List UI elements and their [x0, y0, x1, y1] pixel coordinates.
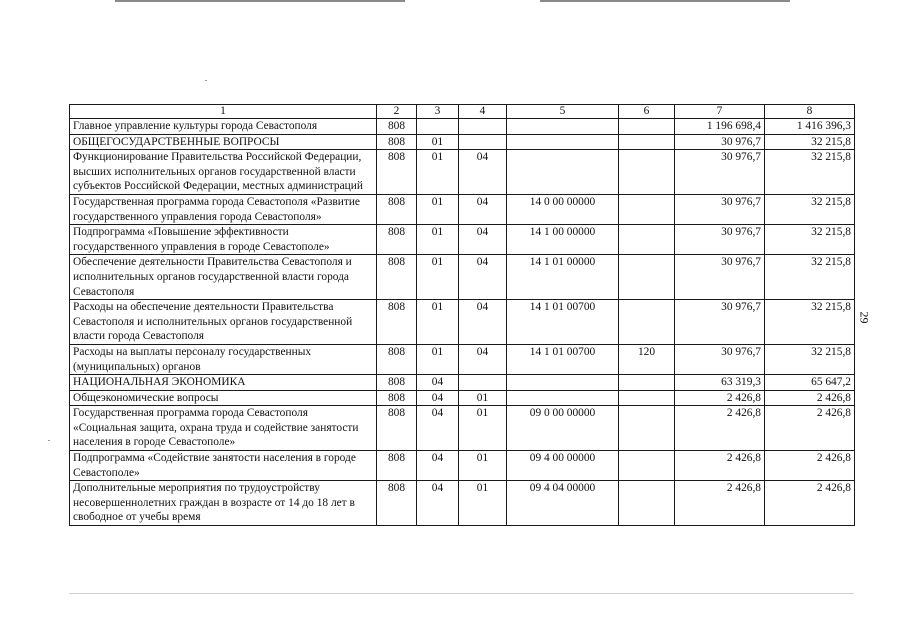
- column-header: 3: [417, 105, 459, 119]
- cell-amount-col7: 1 196 698,4: [675, 119, 765, 135]
- table-row: [70, 390, 855, 406]
- cell-subsection-code: [459, 119, 507, 135]
- cell-amount-col8: 32 215,8: [765, 255, 855, 300]
- cell-amount-col8: 65 647,2: [765, 375, 855, 391]
- cell-amount-col7: 30 976,7: [675, 194, 765, 224]
- cell-subsection-code: 04: [459, 194, 507, 224]
- row-name: Дополнительные мероприятия по трудоустройству несовершеннолетних граждан в возрасте от 14 до 18 лет в свободное от учебы время: [70, 481, 377, 526]
- table-row: [70, 344, 855, 374]
- cell-expense-type: [619, 390, 675, 406]
- cell-expense-type: [619, 134, 675, 150]
- cell-amount-col7: 30 976,7: [675, 344, 765, 374]
- column-header: 8: [765, 105, 855, 119]
- cell-section-code: 04: [417, 481, 459, 526]
- cell-amount-col7: 30 976,7: [675, 300, 765, 345]
- row-name: Общеэкономические вопросы: [70, 390, 377, 406]
- table-row: [70, 134, 855, 150]
- row-name: Подпрограмма «Повышение эффективности государственного управления в городе Севастополе»: [70, 225, 377, 255]
- table-row: [70, 481, 855, 526]
- row-name: Главное управление культуры города Севастополя: [70, 119, 377, 135]
- cell-amount-col7: 2 426,8: [675, 390, 765, 406]
- cell-subsection-code: [459, 375, 507, 391]
- row-name: ОБЩЕГОСУДАРСТВЕННЫЕ ВОПРОСЫ: [70, 134, 377, 150]
- cell-expense-type: [619, 406, 675, 451]
- row-name: Обеспечение деятельности Правительства Севастополя и исполнительных органов государственной власти города Севастополя: [70, 255, 377, 300]
- cell-subsection-code: 04: [459, 300, 507, 345]
- scan-edge-line: [115, 0, 405, 2]
- column-header: 7: [675, 105, 765, 119]
- table-row: [70, 375, 855, 391]
- cell-section-code: 04: [417, 451, 459, 481]
- cell-subsection-code: 01: [459, 481, 507, 526]
- cell-amount-col8: 32 215,8: [765, 300, 855, 345]
- cell-section-code: 01: [417, 194, 459, 224]
- cell-section-code: 01: [417, 134, 459, 150]
- table-row: [70, 300, 855, 345]
- cell-expense-type: [619, 481, 675, 526]
- cell-section-code: 04: [417, 375, 459, 391]
- cell-target-article: [507, 390, 619, 406]
- cell-subsection-code: 04: [459, 255, 507, 300]
- cell-subsection-code: [459, 134, 507, 150]
- page-number: 29: [857, 311, 872, 324]
- cell-ministry-code: 808: [377, 481, 417, 526]
- cell-subsection-code: 04: [459, 150, 507, 195]
- cell-target-article: [507, 375, 619, 391]
- cell-section-code: 01: [417, 300, 459, 345]
- cell-amount-col8: 2 426,8: [765, 406, 855, 451]
- cell-ministry-code: 808: [377, 300, 417, 345]
- column-header: 6: [619, 105, 675, 119]
- cell-amount-col7: 30 976,7: [675, 134, 765, 150]
- cell-expense-type: [619, 375, 675, 391]
- budget-table: [69, 104, 855, 526]
- row-name: Расходы на выплаты персоналу государственных (муниципальных) органов: [70, 344, 377, 374]
- cell-target-article: 09 4 04 00000: [507, 481, 619, 526]
- table-row: [70, 119, 855, 135]
- column-header: 1: [70, 105, 377, 119]
- cell-amount-col8: 32 215,8: [765, 194, 855, 224]
- cell-target-article: 14 1 01 00700: [507, 300, 619, 345]
- cell-amount-col7: 2 426,8: [675, 406, 765, 451]
- cell-amount-col7: 2 426,8: [675, 451, 765, 481]
- cell-amount-col8: 32 215,8: [765, 134, 855, 150]
- cell-amount-col8: 2 426,8: [765, 451, 855, 481]
- cell-target-article: 14 1 00 00000: [507, 225, 619, 255]
- table-row: [70, 194, 855, 224]
- column-header: 5: [507, 105, 619, 119]
- cell-ministry-code: 808: [377, 255, 417, 300]
- row-name: Расходы на обеспечение деятельности Правительства Севастополя и исполнительных органов государственной власти города Севастополя: [70, 300, 377, 345]
- cell-amount-col8: 32 215,8: [765, 225, 855, 255]
- cell-section-code: 01: [417, 150, 459, 195]
- cell-ministry-code: 808: [377, 194, 417, 224]
- cell-section-code: 04: [417, 406, 459, 451]
- cell-target-article: [507, 119, 619, 135]
- cell-target-article: 09 0 00 00000: [507, 406, 619, 451]
- cell-amount-col8: 32 215,8: [765, 150, 855, 195]
- cell-target-article: [507, 134, 619, 150]
- cell-section-code: 04: [417, 390, 459, 406]
- cell-subsection-code: 01: [459, 406, 507, 451]
- cell-expense-type: [619, 451, 675, 481]
- scan-speck: [205, 80, 207, 81]
- cell-expense-type: [619, 225, 675, 255]
- cell-amount-col7: 30 976,7: [675, 255, 765, 300]
- table-row: [70, 255, 855, 300]
- cell-amount-col7: 30 976,7: [675, 150, 765, 195]
- cell-expense-type: [619, 300, 675, 345]
- cell-amount-col8: 1 416 396,3: [765, 119, 855, 135]
- cell-expense-type: [619, 255, 675, 300]
- cell-expense-type: [619, 150, 675, 195]
- row-name: Государственная программа города Севастополя «Социальная защита, охрана труда и содействие занятости населения в городе Севастополе»: [70, 406, 377, 451]
- cell-section-code: 01: [417, 225, 459, 255]
- column-header: 2: [377, 105, 417, 119]
- cell-amount-col8: 2 426,8: [765, 481, 855, 526]
- table-header-row: [70, 105, 855, 119]
- cell-expense-type: [619, 119, 675, 135]
- row-name: НАЦИОНАЛЬНАЯ ЭКОНОМИКА: [70, 375, 377, 391]
- cell-section-code: [417, 119, 459, 135]
- cell-target-article: 09 4 00 00000: [507, 451, 619, 481]
- cell-ministry-code: 808: [377, 225, 417, 255]
- cell-expense-type: [619, 194, 675, 224]
- cell-amount-col7: 63 319,3: [675, 375, 765, 391]
- cell-ministry-code: 808: [377, 119, 417, 135]
- cell-expense-type: 120: [619, 344, 675, 374]
- cell-section-code: 01: [417, 344, 459, 374]
- table-row: [70, 225, 855, 255]
- cell-ministry-code: 808: [377, 406, 417, 451]
- column-header: 4: [459, 105, 507, 119]
- cell-subsection-code: 01: [459, 451, 507, 481]
- row-name: Подпрограмма «Содействие занятости населения в городе Севастополе»: [70, 451, 377, 481]
- cell-target-article: 14 1 01 00000: [507, 255, 619, 300]
- cell-ministry-code: 808: [377, 375, 417, 391]
- page-bottom-rule: [69, 593, 854, 594]
- cell-ministry-code: 808: [377, 150, 417, 195]
- cell-subsection-code: 04: [459, 225, 507, 255]
- scan-edge-line: [540, 0, 790, 2]
- row-name: Государственная программа города Севастополя «Развитие государственного управления города Севастополя»: [70, 194, 377, 224]
- table-row: [70, 150, 855, 195]
- cell-amount-col8: 2 426,8: [765, 390, 855, 406]
- scan-speck: [48, 440, 50, 441]
- cell-amount-col7: 30 976,7: [675, 225, 765, 255]
- cell-ministry-code: 808: [377, 344, 417, 374]
- cell-section-code: 01: [417, 255, 459, 300]
- cell-subsection-code: 04: [459, 344, 507, 374]
- cell-amount-col8: 32 215,8: [765, 344, 855, 374]
- cell-target-article: [507, 150, 619, 195]
- cell-target-article: 14 1 01 00700: [507, 344, 619, 374]
- cell-ministry-code: 808: [377, 451, 417, 481]
- cell-ministry-code: 808: [377, 390, 417, 406]
- cell-ministry-code: 808: [377, 134, 417, 150]
- table-row: [70, 451, 855, 481]
- cell-target-article: 14 0 00 00000: [507, 194, 619, 224]
- row-name: Функционирование Правительства Российской Федерации, высших исполнительных органов государственной власти субъектов Российской Федерации, местных администраций: [70, 150, 377, 195]
- cell-subsection-code: 01: [459, 390, 507, 406]
- cell-amount-col7: 2 426,8: [675, 481, 765, 526]
- table-row: [70, 406, 855, 451]
